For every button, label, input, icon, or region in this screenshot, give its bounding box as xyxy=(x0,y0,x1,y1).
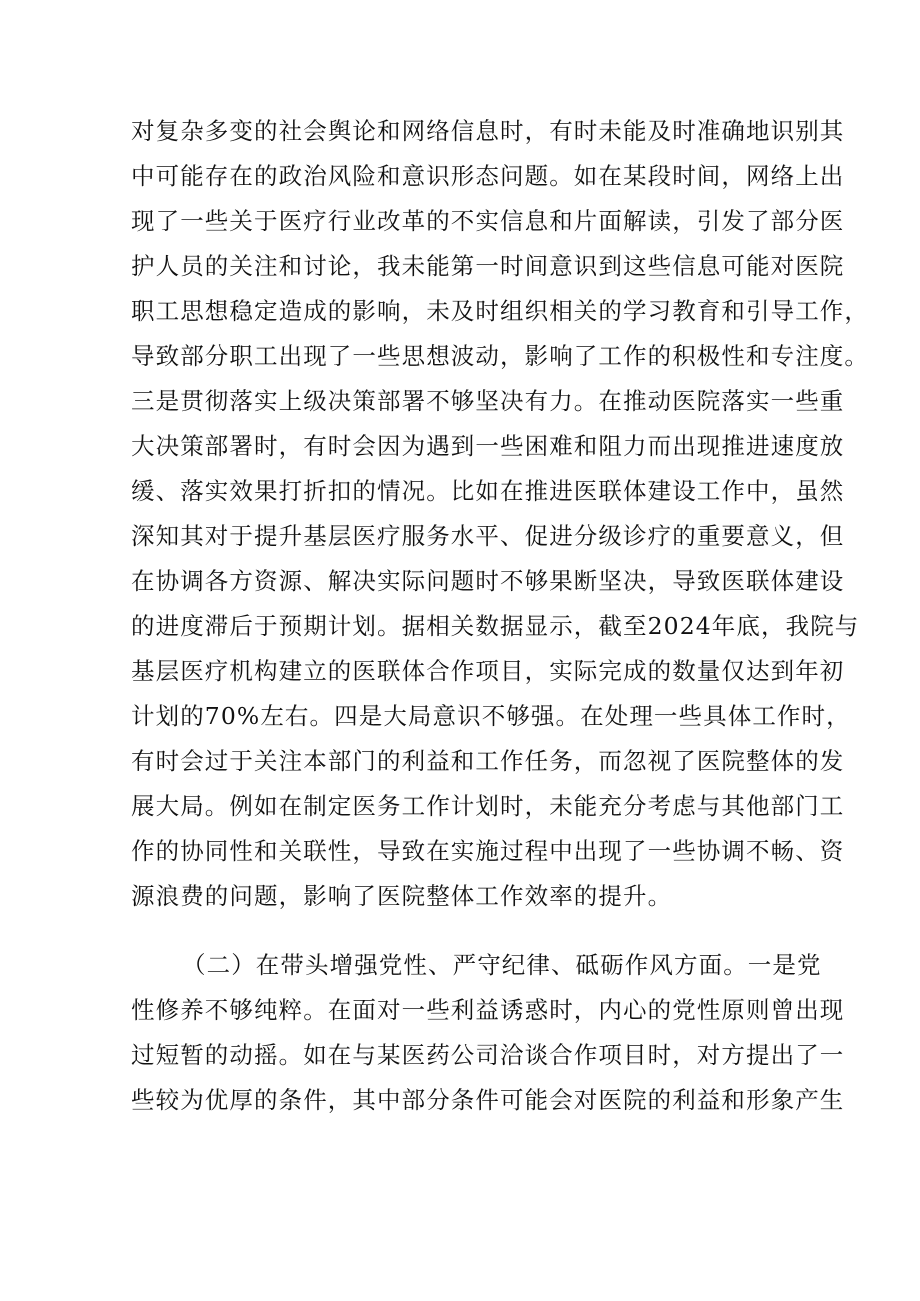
text-line-22: 些较为优厚的条件，其中部分条件可能会对医院的利益和形象产生 xyxy=(131,1086,845,1114)
text-line-4: 护人员的关注和讨论，我未能第一时间意识到这些信息可能对医院 xyxy=(131,252,845,280)
text-line-3: 现了一些关于医疗行业改革的不实信息和片面解读，引发了部分医 xyxy=(131,207,845,235)
text-line-16: 展大局。例如在制定医务工作计划时，未能充分考虑与其他部门工 xyxy=(131,792,845,820)
text-line-21: 过短暂的动摇。如在与某医药公司洽谈合作项目时，对方提出了一 xyxy=(131,1041,845,1069)
text-line-8: 大决策部署时，有时会因为遇到一些困难和阻力而出现推进速度放 xyxy=(131,432,845,460)
text-line-7: 三是贯彻落实上级决策部署不够坚决有力。在推动医院落实一些重 xyxy=(131,387,845,415)
text-line-10: 深知其对于提升基层医疗服务水平、促进分级诊疗的重要意义，但 xyxy=(131,522,845,550)
section-heading-line: （二）在带头增强党性、严守纪律、砥砺作风方面。一是党 xyxy=(182,951,822,979)
text-line-5: 职工思想稳定造成的影响，未及时组织相关的学习教育和引导工作， xyxy=(131,297,869,325)
text-line-17: 作的协同性和关联性，导致在实施过程中出现了一些协调不畅、资 xyxy=(131,837,845,865)
text-line-2: 中可能存在的政治风险和意识形态问题。如在某段时间，网络上出 xyxy=(131,162,845,190)
text-line-13: 基层医疗机构建立的医联体合作项目，实际完成的数量仅达到年初 xyxy=(131,657,845,685)
text-line-18: 源浪费的问题，影响了医院整体工作效率的提升。 xyxy=(131,882,673,910)
text-line-9: 缓、落实效果打折扣的情况。比如在推进医联体建设工作中，虽然 xyxy=(131,477,845,505)
text-line-15: 有时会过于关注本部门的利益和工作任务，而忽视了医院整体的发 xyxy=(131,747,845,775)
text-line-6: 导致部分职工出现了一些思想波动，影响了工作的积极性和专注度。 xyxy=(131,342,869,370)
text-line-1: 对复杂多变的社会舆论和网络信息时，有时未能及时准确地识别其 xyxy=(131,117,845,145)
text-line-12: 的进度滞后于预期计划。据相关数据显示，截至2024年底，我院与 xyxy=(131,612,860,640)
text-line-20: 性修养不够纯粹。在面对一些利益诱惑时，内心的党性原则曾出现 xyxy=(131,996,845,1024)
text-line-14: 计划的70%左右。四是大局意识不够强。在处理一些具体工作时， xyxy=(131,702,851,730)
text-line-11: 在协调各方资源、解决实际问题时不够果断坚决，导致医联体建设 xyxy=(131,567,845,595)
